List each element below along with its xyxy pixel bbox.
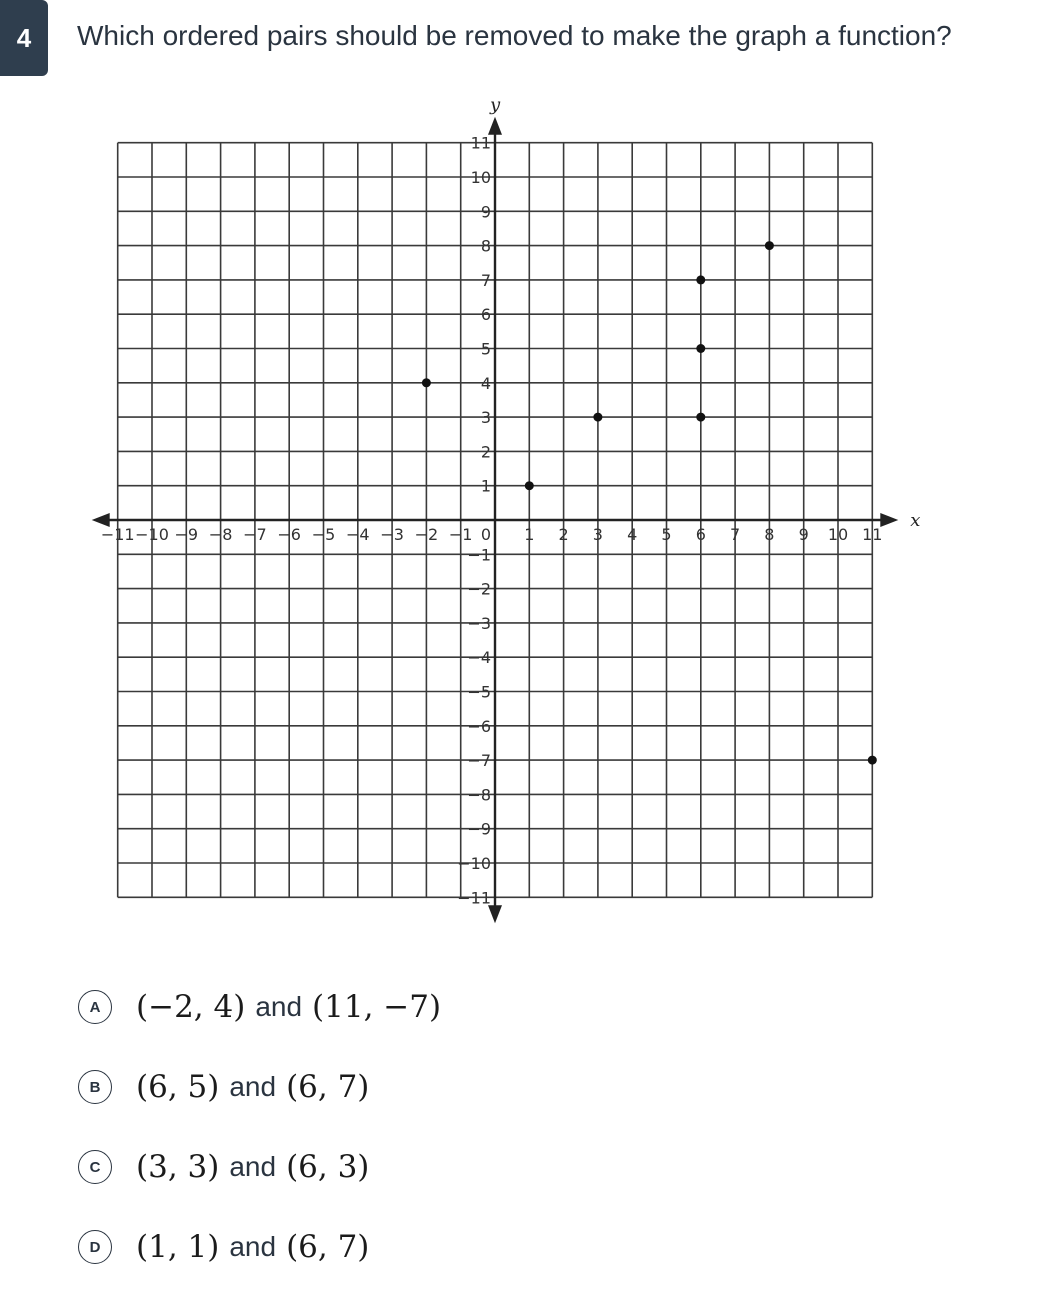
data-point [765,241,774,250]
x-tick-label: 10 [827,525,849,544]
y-tick-label: −3 [467,613,491,633]
data-point [696,275,705,284]
choice-b-conjunction: and [229,1071,277,1102]
y-tick-label: 8 [480,236,491,256]
x-tick-label: −4 [346,525,370,544]
y-tick-label: −7 [467,751,491,771]
choice-b-first-pair: (6, 5) [136,1069,220,1105]
y-tick-label: 9 [480,202,491,222]
y-tick-label: −2 [467,579,491,599]
question-text: Which ordered pairs should be removed to make the graph a function? [77,20,952,51]
y-tick-label: 10 [470,168,491,187]
x-tick-label: 0 [480,525,492,544]
y-tick-label: 11 [470,133,491,153]
choice-a-first-pair: (−2, 4) [136,989,246,1025]
y-tick-label: −11 [457,888,491,908]
y-tick-label: −9 [467,819,491,839]
y-tick-label: 6 [480,305,491,325]
x-tick-label: −1 [448,525,473,544]
y-tick-label: 5 [480,339,491,359]
choice-b[interactable] [78,1067,369,1107]
y-tick-label: −10 [457,854,491,873]
choice-a-second-pair: (11, −7) [312,989,442,1025]
choice-b-second-pair: (6, 7) [286,1069,370,1105]
choice-c-second-pair: (6, 3) [286,1149,370,1185]
x-tick-label: −3 [380,525,404,544]
x-tick-label: 8 [764,525,775,544]
y-axis-label: y [490,94,501,116]
choice-d-conjunction: and [229,1231,277,1262]
question-number-badge: 4 [0,0,48,76]
x-tick-label: −9 [174,525,199,544]
choice-c-conjunction: and [229,1151,277,1182]
x-tick-label: −2 [414,525,439,544]
x-axis-label: x [910,510,921,531]
choice-d[interactable] [78,1227,369,1267]
x-tick-label: 7 [730,525,741,544]
y-tick-label: −5 [467,682,491,702]
choice-d-letter: D [78,1230,112,1264]
x-tick-label: −11 [100,525,135,544]
choice-d-first-pair: (1, 1) [136,1229,220,1265]
x-tick-label: −6 [277,525,301,544]
y-tick-label: 2 [480,442,491,462]
data-point [422,378,431,387]
y-tick-label: −6 [467,716,491,736]
choice-c[interactable] [78,1147,369,1187]
y-tick-label: 4 [480,373,491,393]
x-tick-label: 3 [592,525,603,544]
x-tick-label: 1 [524,525,535,544]
data-point [593,413,602,422]
x-tick-label: 4 [627,525,638,544]
x-tick-label: 11 [862,525,883,544]
y-tick-label: −8 [467,785,491,805]
y-tick-label: 1 [480,476,491,496]
y-axis-up-arrow-icon [488,117,502,135]
data-point [696,344,705,353]
choice-c-first-pair: (3, 3) [136,1149,220,1185]
x-tick-label: −7 [243,525,267,544]
choice-a-letter: A [78,990,112,1024]
y-tick-label: 7 [480,270,491,290]
data-point [868,756,877,765]
choice-d-second-pair: (6, 7) [286,1229,370,1265]
y-tick-label: −4 [467,648,491,668]
x-tick-label: 9 [798,525,809,544]
x-axis-right-arrow-icon [880,513,898,527]
data-point [696,413,705,422]
choice-a[interactable] [78,987,441,1027]
choice-a-conjunction: and [255,991,303,1022]
x-tick-label: −10 [135,525,169,544]
y-tick-label: −1 [467,545,491,565]
x-tick-label: −8 [208,525,233,544]
y-tick-label: 3 [480,408,491,428]
choice-c-letter: C [78,1150,112,1184]
x-tick-label: 5 [661,525,672,544]
x-tick-label: −5 [311,525,336,544]
choice-b-letter: B [78,1070,112,1104]
x-tick-label: 6 [695,525,706,544]
x-tick-label: 2 [558,525,569,544]
data-point [525,481,534,490]
y-axis-down-arrow-icon [488,905,502,923]
